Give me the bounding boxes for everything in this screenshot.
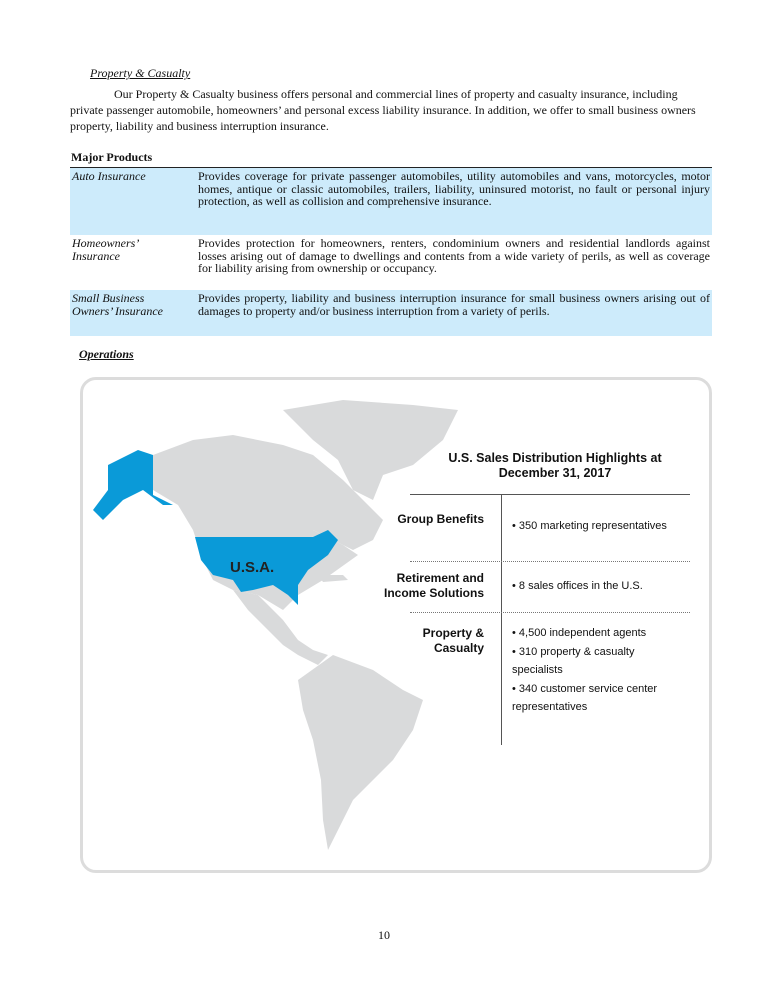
- product-description: Provides property, liability and business interruption insurance for small business owners arising out of damages to property and/or business interruption from a variety of perils.: [198, 291, 710, 318]
- product-description: Provides protection for homeowners, renters, condominium owners and residential landlords against losses arising out of damage to dwellings and contents from a wide variety of perils, as well as coverage for liability arising from ownership or occupancy.: [198, 236, 710, 275]
- product-name: Auto Insurance: [72, 169, 146, 183]
- page-number: 10: [378, 928, 390, 942]
- segment-label: Retirement and Income Solutions: [383, 571, 484, 600]
- segment-item: • 8 sales offices in the U.S.: [512, 580, 643, 592]
- highlights-title: U.S. Sales Distribution Highlights at December 31, 2017: [448, 451, 662, 480]
- table-row: [70, 235, 712, 290]
- segment-item: • 350 marketing representatives: [512, 520, 667, 532]
- product-name: Small Business Owners’ Insurance: [72, 291, 163, 318]
- divider: [410, 494, 690, 495]
- usa-label: U.S.A.: [230, 559, 275, 576]
- table-row: [70, 168, 712, 235]
- segment-label: Group Benefits: [397, 512, 484, 526]
- segment-item: • 310 property & casualty specialists: [512, 646, 635, 676]
- product-description: Provides coverage for private passenger automobiles, utility automobiles and vans, motorcycles, motor homes, antique or classic automobiles, trailers, liability, uninsured motorist, no fault or personal injury protection, as well as collision and comprehensive insurance.: [198, 169, 710, 208]
- segment-item: • 340 customer service center representatives: [512, 683, 658, 713]
- segment-label: Property & Casualty: [422, 626, 484, 655]
- map-land: [153, 400, 458, 850]
- intro-paragraph: Our Property & Casualty business offers personal and commercial lines of property and casualty insurance, including private passenger automobile, homeowners’ and personal excess liability insurance. In addition, we offer to small business owners property, liability and business interruption insurance.: [70, 87, 696, 133]
- section-title: Property & Casualty: [90, 66, 191, 80]
- dotted-divider: [410, 561, 690, 562]
- major-products-table: [70, 167, 712, 336]
- table-row: [70, 290, 712, 336]
- major-products-heading: Major Products: [71, 150, 153, 164]
- segment-item: • 4,500 independent agents: [512, 627, 647, 639]
- dotted-divider: [410, 612, 690, 613]
- divider: [501, 494, 502, 745]
- product-name: Homeowners’ Insurance: [72, 236, 138, 263]
- operations-heading: Operations: [79, 347, 134, 361]
